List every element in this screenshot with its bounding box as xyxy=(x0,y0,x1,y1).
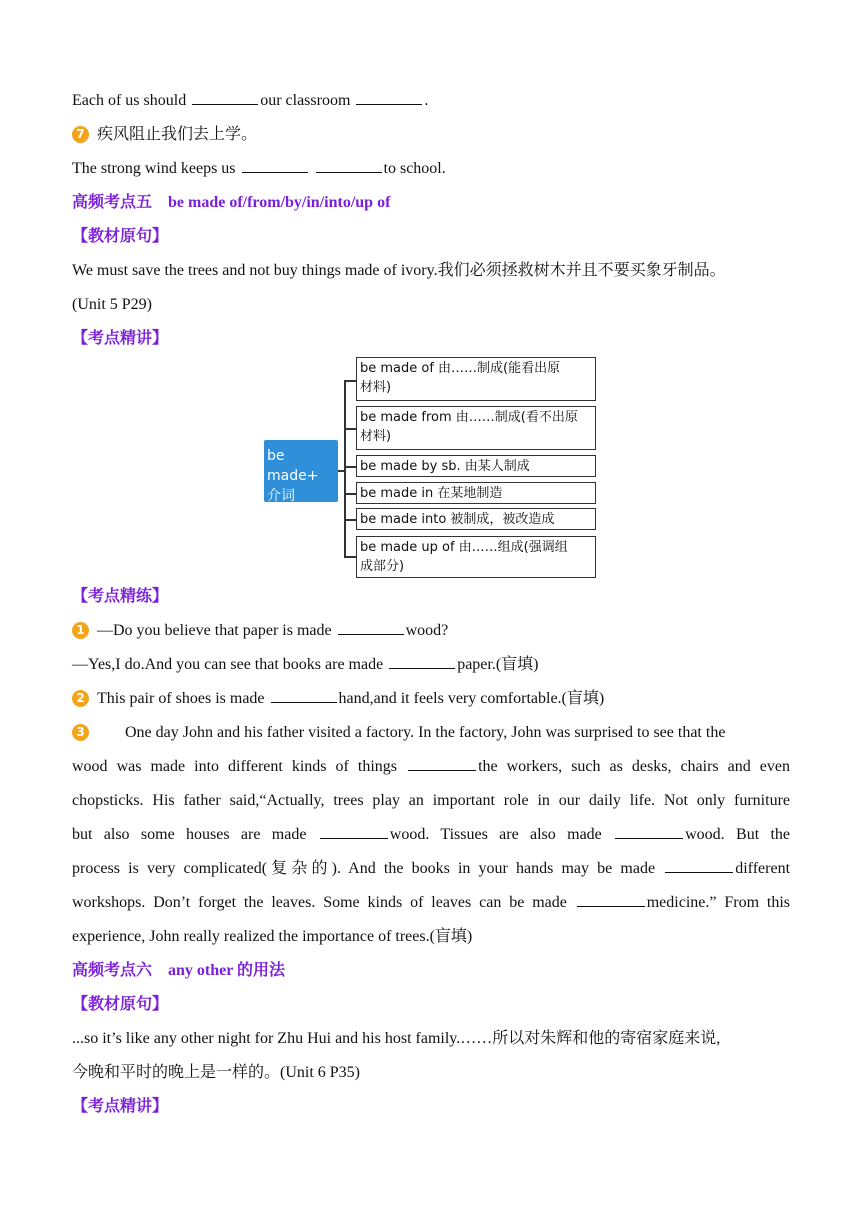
answer-blank xyxy=(338,620,404,635)
text: . xyxy=(424,92,429,109)
text: hand,and it feels very comfortable.(盲填) xyxy=(338,690,605,707)
text: but also some houses are made xyxy=(72,826,307,843)
text: process is very complicated(复杂的). And the books in your hands may be made xyxy=(72,860,656,877)
section-heading: 高频考点六 any other 的用法 xyxy=(72,962,286,979)
text: This pair of shoes is made xyxy=(97,690,265,707)
subsection-title: 【考点精讲】 xyxy=(72,330,169,347)
branch-text: 材料) xyxy=(360,380,392,395)
text-line xyxy=(72,750,790,784)
text: 疾风阻止我们去上学。 xyxy=(97,126,258,143)
question-line xyxy=(72,682,790,716)
root-label: 介词 xyxy=(267,488,295,504)
answer-blank xyxy=(389,654,455,669)
branch-text: be made of 由……制成(能看出原 xyxy=(360,361,561,376)
branch-text: be made into 被制成，被改造成 xyxy=(360,512,555,527)
mind-map-diagram xyxy=(72,356,790,580)
text: our classroom xyxy=(260,92,351,109)
text: —Yes,I do.And you can see that books are made xyxy=(72,656,384,673)
answer-blank xyxy=(665,858,733,873)
text-line: We must save the trees and not buy things made of ivory.我们必须拯救树木并且不要买象牙制品。 xyxy=(72,262,726,279)
answer-blank xyxy=(271,688,337,703)
text: The strong wind keeps us xyxy=(72,160,236,177)
text: medicine.” From this xyxy=(646,894,791,911)
text-line xyxy=(72,152,790,186)
mind-map-branch xyxy=(356,455,596,477)
mind-map-branch xyxy=(356,406,596,450)
text: Each of us should xyxy=(72,92,187,109)
text: workshops. Don’t forget the leaves. Some kinds of leaves can be made xyxy=(72,894,567,911)
branch-text: 成部分) xyxy=(360,559,405,574)
question-number-badge: 3 xyxy=(72,724,89,741)
subsection-title: 【考点精练】 xyxy=(72,588,169,605)
answer-blank xyxy=(242,158,308,173)
text-line: ...so it’s like any other night for Zhu Hui and his host family.……所以对朱辉和他的寄宿家庭来说, xyxy=(72,1030,721,1047)
question-line xyxy=(72,614,790,648)
answer-blank xyxy=(316,158,382,173)
branch-text: 材料) xyxy=(360,429,392,444)
mind-map-branch xyxy=(356,536,596,578)
question-line xyxy=(72,118,790,152)
text-line: 今晚和平时的晚上是一样的。(Unit 6 P35) xyxy=(72,1064,361,1081)
text-line xyxy=(72,852,790,886)
connector-line xyxy=(344,380,346,556)
section-heading: 高频考点五 be made of/from/by/in/into/up of xyxy=(72,194,391,211)
answer-blank xyxy=(320,824,388,839)
answer-blank xyxy=(615,824,683,839)
branch-text: be made from 由……制成(看不出原 xyxy=(360,410,578,425)
mind-map-branch xyxy=(356,482,596,504)
branch-text: be made up of 由……组成(强调组 xyxy=(360,540,568,555)
subsection-title: 【教材原句】 xyxy=(72,996,169,1013)
connector-line xyxy=(344,466,356,468)
question-number-badge: 2 xyxy=(72,690,89,707)
text: different xyxy=(735,860,791,877)
text: wood. Tissues are also made xyxy=(389,826,602,843)
answer-blank xyxy=(577,892,645,907)
connector-line xyxy=(344,493,356,495)
text: paper.(盲填) xyxy=(457,656,539,673)
connector-line xyxy=(344,556,356,558)
mind-map-branch xyxy=(356,508,596,530)
connector-line xyxy=(344,428,356,430)
text-line xyxy=(72,648,790,682)
text: to school. xyxy=(383,160,446,177)
subsection-title: 【考点精讲】 xyxy=(72,1098,169,1115)
text: wood was made into different kinds of things xyxy=(72,758,398,775)
text-line xyxy=(72,84,790,118)
text-line xyxy=(72,886,790,920)
mind-map-branch xyxy=(356,357,596,401)
connector-line xyxy=(344,380,356,382)
text-line: chopsticks. His father said,“Actually, trees play an important role in our daily life. Not only furniture xyxy=(72,792,790,809)
answer-blank xyxy=(192,90,258,105)
text-line: (Unit 5 P29) xyxy=(72,296,152,313)
root-label: be made+ xyxy=(267,448,319,484)
answer-blank xyxy=(356,90,422,105)
document-page xyxy=(72,84,790,1124)
question-line xyxy=(72,716,790,750)
text: the workers, such as desks, chairs and even xyxy=(478,758,791,775)
subsection-title: 【教材原句】 xyxy=(72,228,169,245)
text: wood. But the xyxy=(685,826,791,843)
answer-blank xyxy=(408,756,476,771)
mind-map-root xyxy=(264,440,338,502)
question-number-badge: 7 xyxy=(72,126,89,143)
question-number-badge: 1 xyxy=(72,622,89,639)
branch-text: be made by sb. 由某人制成 xyxy=(360,459,530,474)
text: wood? xyxy=(405,622,449,639)
text: —Do you believe that paper is made xyxy=(97,622,332,639)
branch-text: be made in 在某地制造 xyxy=(360,486,503,501)
text-line: experience, John really realized the importance of trees.(盲填) xyxy=(72,928,473,945)
text: One day John and his father visited a factory. In the factory, John was surprised to see that the xyxy=(125,724,726,741)
connector-line xyxy=(344,519,356,521)
text-line xyxy=(72,818,790,852)
